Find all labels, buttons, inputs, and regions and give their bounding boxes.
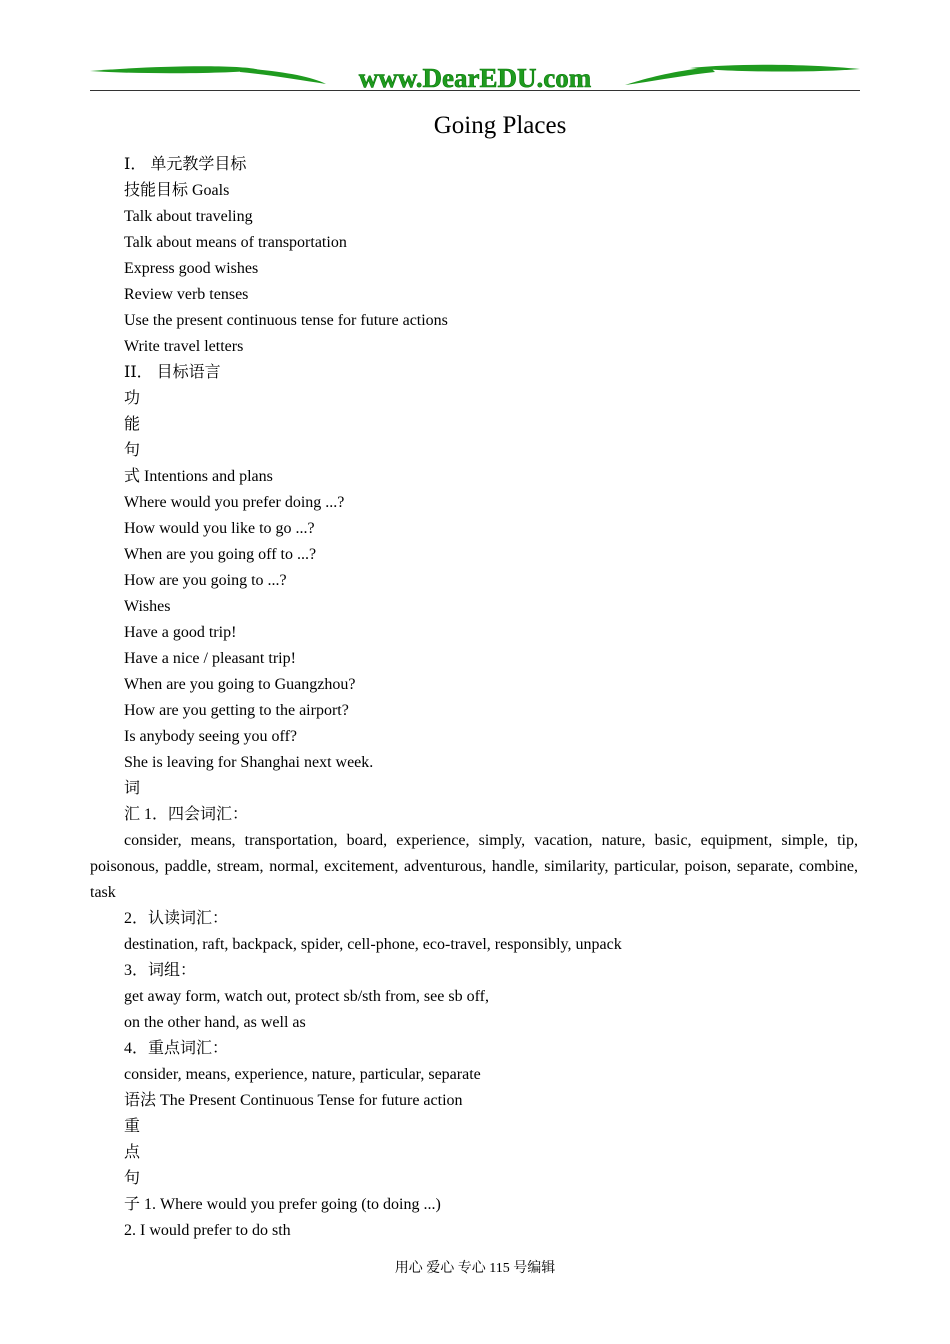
functional-label-char: 句 (124, 442, 141, 459)
vocab4-label: 4．重点词汇： (124, 1040, 229, 1057)
document-title: Going Places (433, 112, 567, 139)
wish-sentence: When are you going to Guangzhou? (124, 676, 356, 693)
wish-sentence: Is anybody seeing you off? (124, 728, 297, 745)
document-body (90, 152, 858, 1244)
intention-sentence: When are you going off to ...? (124, 546, 317, 563)
goal-item: Write travel letters (124, 338, 244, 355)
vocab3-line: on the other hand, as well as (124, 1014, 306, 1031)
vocab1-words: consider, means, transportation, board, experience, simply, vacation, nature, basic, equipment, simple, tip, poisonous, paddle, stream, normal, excitement, adventurous, handle, similarity, particular, poison, separate, combine, task (90, 832, 858, 901)
goal-item: Use the present continuous tense for future actions (124, 312, 448, 329)
goal-item: Talk about means of transportation (124, 234, 347, 251)
vocab1-label: 汇 1．四会词汇： (124, 806, 249, 823)
wish-sentence: How are you getting to the airport? (124, 702, 349, 719)
key-sentence: 子 1. Where would you prefer going (to doing ...) (124, 1196, 441, 1213)
key-sentence-label-char: 句 (124, 1170, 141, 1187)
intentions-label: 式 Intentions and plans (124, 468, 273, 485)
vocab2-label: 2．认读词汇： (124, 910, 229, 927)
vocab2-words: destination, raft, backpack, spider, cell-phone, eco-travel, responsibly, unpack (124, 936, 622, 953)
vocab3-line: get away form, watch out, protect sb/sth from, see sb off, (124, 988, 489, 1005)
page-footer: 用心 爱心 专心 115 号编辑 (394, 1261, 556, 1276)
goal-item: Review verb tenses (124, 286, 249, 303)
key-sentence-label-char: 点 (124, 1144, 141, 1161)
key-sentence-label-char: 重 (124, 1118, 141, 1135)
right-swoosh (690, 65, 860, 72)
site-logo-text: www.DearEDU.com (358, 63, 592, 92)
left-swoosh (90, 66, 260, 73)
right-swoosh-tail (625, 67, 715, 85)
goal-item: Talk about traveling (124, 208, 253, 225)
goal-item: Express good wishes (124, 260, 259, 277)
intention-sentence: Where would you prefer doing ...? (124, 494, 345, 511)
site-banner (90, 62, 860, 92)
functional-label-char: 功 (124, 390, 141, 407)
header-rule (90, 90, 860, 91)
vocab-label-char: 词 (124, 780, 141, 797)
goals-label: 技能目标 Goals (124, 182, 230, 199)
intention-sentence: How would you like to go ...? (124, 520, 315, 537)
wish-sentence: Have a good trip! (124, 624, 237, 641)
wish-sentence: Have a nice / pleasant trip! (124, 650, 296, 667)
key-sentence: 2. I would prefer to do sth (124, 1222, 291, 1239)
section1-heading: Ⅰ． 单元教学目标 (124, 156, 247, 173)
section2-heading: ⅠⅠ． 目标语言 (124, 364, 221, 381)
functional-label-char: 能 (124, 416, 141, 433)
intention-sentence: How are you going to ...? (124, 572, 287, 589)
vocab3-label: 3．词组： (124, 962, 197, 979)
wishes-label: Wishes (124, 598, 171, 615)
left-swoosh-tail (240, 68, 326, 84)
grammar-line: 语法 The Present Continuous Tense for future action (124, 1092, 463, 1109)
wish-sentence: She is leaving for Shanghai next week. (124, 754, 374, 771)
vocab4-words: consider, means, experience, nature, particular, separate (124, 1066, 481, 1083)
